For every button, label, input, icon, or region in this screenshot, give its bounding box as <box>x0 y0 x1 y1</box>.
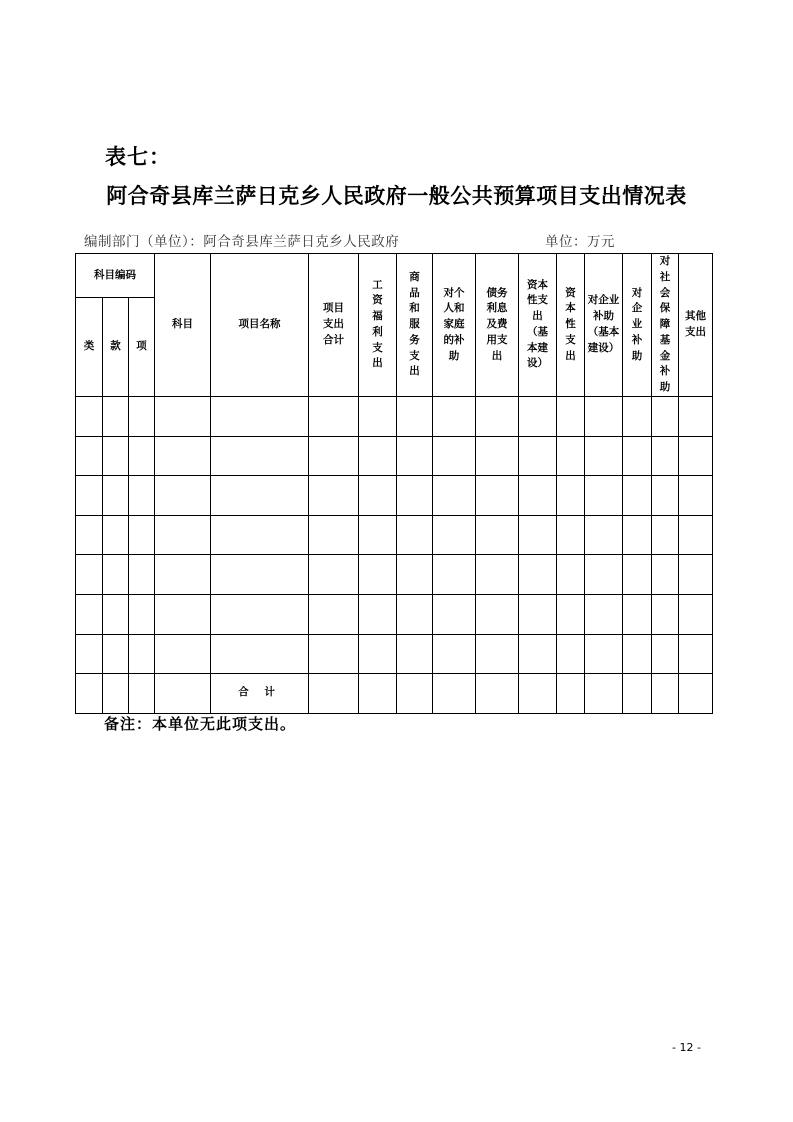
table-row <box>76 634 713 673</box>
col-capital-basic: 资本性支出（基本建设） <box>519 254 557 397</box>
table-row <box>76 515 713 554</box>
col-item: 项 <box>129 297 155 396</box>
remark-note: 备注：本单位无此项支出。 <box>104 715 297 733</box>
col-household-subsidy: 对个人和家庭的补助 <box>433 254 476 397</box>
col-social-security: 对社会保障基金补助 <box>652 254 679 397</box>
budget-table <box>75 253 713 714</box>
col-project-name: 项目名称 <box>211 254 309 397</box>
col-project-total: 项目支出合计 <box>309 254 359 397</box>
table-row <box>76 594 713 634</box>
col-section: 款 <box>103 297 129 396</box>
col-subject: 科目 <box>155 254 211 397</box>
compiling-department: 编制部门（单位）：阿合奇县库兰萨日克乡人民政府 <box>84 234 400 250</box>
col-category: 类 <box>76 297 103 396</box>
table-label: 表七： <box>105 144 171 169</box>
total-row <box>76 673 713 713</box>
table-row <box>76 554 713 594</box>
col-debt-interest: 债务利息及费用支出 <box>476 254 519 397</box>
col-other: 其他支出 <box>679 254 713 397</box>
col-enterprise: 对企业补助 <box>623 254 652 397</box>
col-goods-services: 商品和服务支出 <box>397 254 433 397</box>
col-enterprise-basic: 对企业补助（基本建设） <box>585 254 623 397</box>
document-title: 阿合奇县库兰萨日克乡人民政府一般公共预算项目支出情况表 <box>106 183 687 208</box>
table-row <box>76 396 713 436</box>
table-row <box>76 475 713 515</box>
unit-label: 单位：万元 <box>545 234 615 250</box>
header-row-1 <box>76 254 713 298</box>
page-number: - 12 - <box>672 1041 701 1054</box>
subject-code-header: 科目编码 <box>76 254 155 298</box>
total-label: 合 计 <box>211 673 309 713</box>
table-row <box>76 436 713 475</box>
col-capital: 资本性支出 <box>557 254 585 397</box>
col-wages: 工资福利支出 <box>359 254 397 397</box>
